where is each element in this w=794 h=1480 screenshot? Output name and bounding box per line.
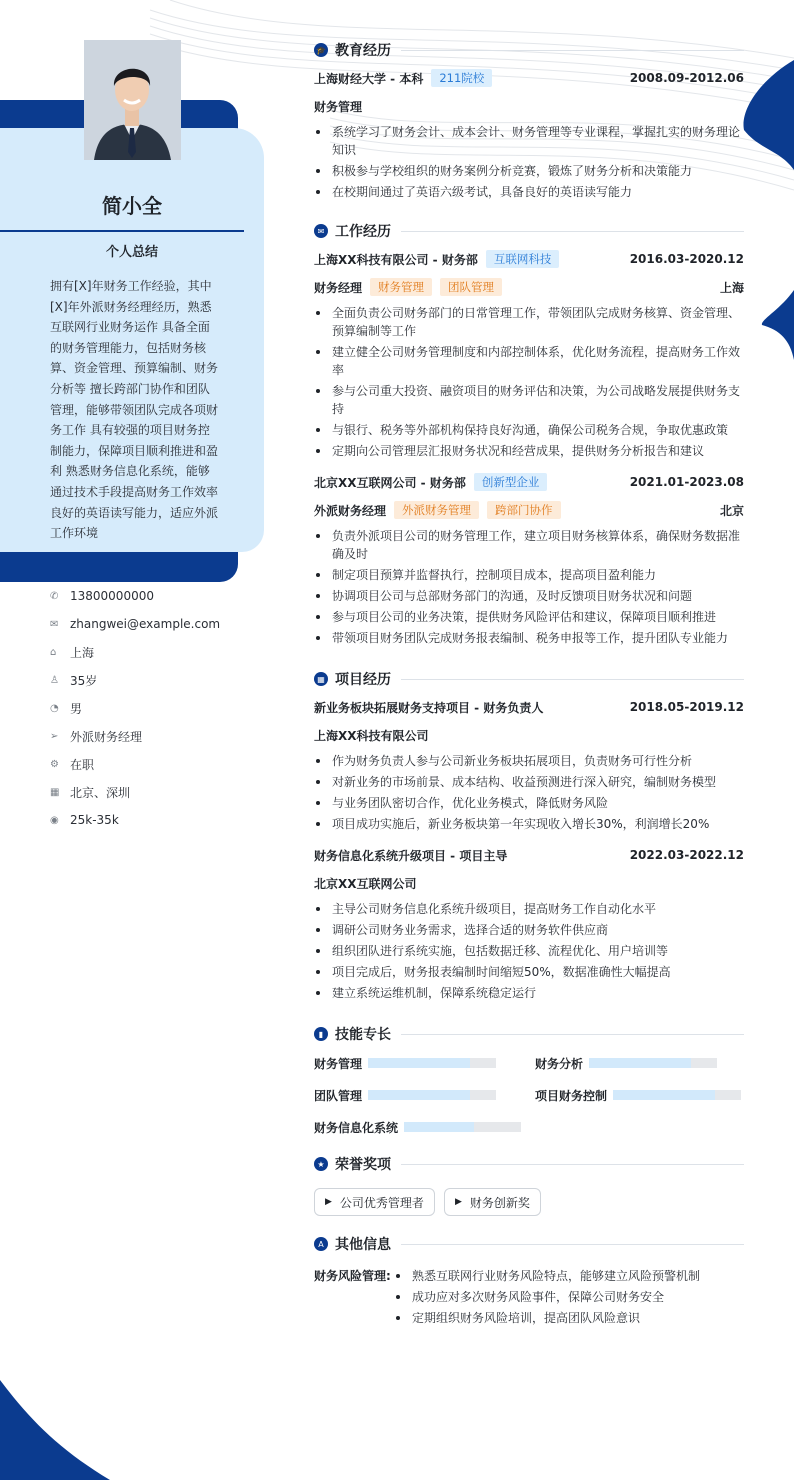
contact-text: 25k-35k bbox=[70, 813, 119, 827]
building-icon: ▦ bbox=[50, 786, 60, 798]
contact-text: 男 bbox=[70, 701, 83, 716]
contact-text: zhangwei@example.com bbox=[70, 617, 221, 631]
summary-title: 个人总结 bbox=[105, 245, 158, 260]
job-role: 外派财务经理 bbox=[314, 503, 387, 518]
list-item: 项目成功实施后，新业务板块第一年实现收入增长30%，利润增长20% bbox=[314, 815, 744, 833]
skill-level-fill bbox=[404, 1122, 474, 1132]
grid-icon: ▦ bbox=[314, 672, 328, 686]
name-underline bbox=[0, 230, 244, 232]
project-org: 上海XX科技有限公司 bbox=[314, 728, 429, 743]
skill-level-bar bbox=[589, 1058, 717, 1068]
info-icon: A bbox=[314, 1237, 328, 1251]
section-title: 技能专长 bbox=[335, 1027, 391, 1043]
job-date: 2016.03-2020.12 bbox=[629, 252, 744, 266]
list-item: 在校期间通过了英语六级考试，具备良好的英语读写能力 bbox=[314, 183, 744, 201]
education-list bbox=[314, 123, 744, 201]
list-item: 参与项目公司的业务决策，提供财务风险评估和建议，保障项目顺利推进 bbox=[314, 608, 744, 626]
skill-item bbox=[535, 1086, 744, 1104]
skill-item bbox=[314, 1054, 535, 1072]
skills-section bbox=[314, 1020, 744, 1136]
chart-icon: ▮ bbox=[314, 1027, 328, 1041]
age-icon: ♙ bbox=[50, 674, 59, 686]
contact-item bbox=[50, 694, 260, 722]
company-tag: 互联网科技 bbox=[486, 250, 560, 268]
skill-list bbox=[314, 1054, 744, 1136]
school-tag: 211院校 bbox=[431, 69, 492, 87]
contact-text: 在职 bbox=[70, 757, 95, 772]
list-item: 成功应对多次财务风险事件，保障公司财务安全 bbox=[394, 1288, 744, 1306]
project-name: 新业务板块拓展财务支持项目 - 财务负责人 bbox=[314, 700, 544, 715]
award-list bbox=[314, 1188, 744, 1216]
list-item: 定期向公司管理层汇报财务状况和经营成果，提供财务分析报告和建议 bbox=[314, 442, 744, 460]
list-item: 全面负责公司财务部门的日常管理工作，带领团队完成财务核算、资金管理、预算编制等工作 bbox=[314, 304, 744, 340]
contact-item bbox=[50, 778, 260, 806]
contact-list bbox=[50, 582, 260, 834]
contact-item bbox=[50, 666, 260, 694]
project-name: 财务信息化系统升级项目 - 项目主导 bbox=[314, 848, 508, 863]
contact-text: 上海 bbox=[70, 645, 95, 660]
job-city: 北京 bbox=[719, 503, 744, 518]
award-icon: ★ bbox=[314, 1157, 328, 1171]
project-date: 2022.03-2022.12 bbox=[629, 848, 744, 862]
list-item: 主导公司财务信息化系统升级项目，提高财务工作自动化水平 bbox=[314, 900, 744, 918]
section-title: 项目经历 bbox=[335, 672, 391, 688]
contact-item bbox=[50, 638, 260, 666]
role-tag: 财务管理 bbox=[370, 278, 432, 296]
job-date: 2021.01-2023.08 bbox=[629, 475, 744, 489]
awards-section bbox=[314, 1150, 744, 1216]
project-details bbox=[314, 900, 744, 1002]
play-icon: ▶ bbox=[325, 1197, 332, 1207]
contact-text: 35岁 bbox=[70, 673, 98, 688]
list-item: 组织团队进行系统实施，包括数据迁移、流程优化、用户培训等 bbox=[314, 942, 744, 960]
education-section bbox=[314, 36, 744, 201]
profile-photo bbox=[84, 40, 181, 160]
other-section bbox=[314, 1230, 744, 1330]
skill-level-bar bbox=[368, 1090, 496, 1100]
list-item: 项目完成后，财务报表编制时间缩短50%，数据准确性大幅提高 bbox=[314, 963, 744, 981]
section-title: 其他信息 bbox=[335, 1237, 391, 1253]
company-tag: 创新型企业 bbox=[474, 473, 548, 491]
skill-item bbox=[314, 1086, 535, 1104]
list-item: 制定项目预算并监督执行，控制项目成本，提高项目盈利能力 bbox=[314, 566, 744, 584]
skill-level-fill bbox=[613, 1090, 715, 1100]
right-column bbox=[314, 36, 744, 1330]
briefcase-icon: ✉ bbox=[314, 224, 328, 238]
work-section bbox=[314, 217, 744, 647]
skill-name: 财务信息化系统 bbox=[314, 1120, 399, 1135]
job-role: 财务经理 bbox=[314, 280, 363, 295]
job-duties bbox=[314, 527, 744, 647]
list-item: 建立系统运维机制，保障系统稳定运行 bbox=[314, 984, 744, 1002]
list-item: 协调项目公司与总部财务部门的沟通，及时反馈项目财务状况和问题 bbox=[314, 587, 744, 605]
education-date: 2008.09-2012.06 bbox=[629, 71, 744, 85]
skill-level-fill bbox=[368, 1090, 470, 1100]
contact-item bbox=[50, 582, 260, 610]
award-chip: ▶ 财务创新奖 bbox=[444, 1188, 541, 1216]
company-name: 北京XX互联网公司 - 财务部 bbox=[314, 475, 466, 490]
list-item: 调研公司财务业务需求，选择合适的财务软件供应商 bbox=[314, 921, 744, 939]
skill-item bbox=[314, 1118, 535, 1136]
salary-icon: ◉ bbox=[50, 814, 59, 826]
skill-item bbox=[535, 1054, 744, 1072]
contact-text: 13800000000 bbox=[70, 589, 154, 603]
skill-level-bar bbox=[613, 1090, 741, 1100]
school-name: 上海财经大学 - 本科 bbox=[314, 71, 424, 86]
list-item: 对新业务的市场前景、成本结构、收益预测进行深入研究，编制财务模型 bbox=[314, 773, 744, 791]
skill-name: 财务分析 bbox=[535, 1056, 584, 1071]
list-item: 熟悉互联网行业财务风险特点，能够建立风险预警机制 bbox=[394, 1267, 744, 1285]
phone-icon: ✆ bbox=[50, 590, 59, 602]
list-item: 积极参与学校组织的财务案例分析竞赛，锻炼了财务分析和决策能力 bbox=[314, 162, 744, 180]
company-name: 上海XX科技有限公司 - 财务部 bbox=[314, 252, 478, 267]
list-item: 系统学习了财务会计、成本会计、财务管理等专业课程，掌握扎实的财务理论知识 bbox=[314, 123, 744, 159]
gender-icon: ◔ bbox=[50, 702, 59, 714]
skill-name: 团队管理 bbox=[314, 1088, 363, 1103]
list-item: 作为财务负责人参与公司新业务板块拓展项目，负责财务可行性分析 bbox=[314, 752, 744, 770]
role-tag: 外派财务管理 bbox=[394, 501, 479, 519]
other-list bbox=[394, 1264, 744, 1330]
project-details bbox=[314, 752, 744, 833]
list-item: 建立健全公司财务管理制度和内部控制体系，优化财务流程，提高财务工作效率 bbox=[314, 343, 744, 379]
list-item: 带领项目财务团队完成财务报表编制、税务申报等工作，提升团队专业能力 bbox=[314, 629, 744, 647]
candidate-name: 简小全 bbox=[102, 194, 162, 218]
list-item: 定期组织财务风险培训，提高团队风险意识 bbox=[394, 1309, 744, 1327]
skill-level-fill bbox=[589, 1058, 691, 1068]
skill-level-fill bbox=[368, 1058, 470, 1068]
job-city: 上海 bbox=[719, 280, 744, 295]
contact-text: 外派财务经理 bbox=[70, 729, 143, 744]
graduation-cap-icon: 🎓 bbox=[314, 43, 328, 57]
section-title: 荣誉奖项 bbox=[335, 1157, 391, 1173]
award-chip: ▶ 公司优秀管理者 bbox=[314, 1188, 435, 1216]
section-title: 工作经历 bbox=[335, 224, 391, 240]
contact-item bbox=[50, 722, 260, 750]
skill-level-bar bbox=[368, 1058, 496, 1068]
summary-text: 拥有[X]年财务工作经验，其中[X]年外派财务经理经历，熟悉互联网行业财务运作 具备全面的财务管理能力，包括财务核算、资金管理、预算编制、财务分析等 擅长跨部门协作和团队管理，能够带领团队完成各项财务工作 具有较强的项目财务控制能力，保障项目顺利推进和盈利 熟悉财务信息化系统，能够通过技术手段提高财务工作效率 良好的英语读写能力，适应外派工作环境 bbox=[50, 279, 219, 541]
accent-band-bottom bbox=[0, 548, 238, 582]
contact-item bbox=[50, 610, 260, 638]
list-item: 负责外派项目公司的财务管理工作，建立项目财务核算体系，确保财务数据准确及时 bbox=[314, 527, 744, 563]
contact-text: 北京、深圳 bbox=[70, 785, 131, 800]
list-item: 与业务团队密切合作，优化业务模式，降低财务风险 bbox=[314, 794, 744, 812]
mail-icon: ✉ bbox=[50, 618, 59, 630]
section-title: 教育经历 bbox=[335, 43, 391, 59]
skill-name: 项目财务控制 bbox=[535, 1088, 608, 1103]
skill-name: 财务管理 bbox=[314, 1056, 363, 1071]
play-icon: ▶ bbox=[454, 1197, 462, 1207]
role-tag: 团队管理 bbox=[440, 278, 502, 296]
left-column bbox=[0, 0, 266, 1480]
contact-item bbox=[50, 750, 260, 778]
send-icon: ➢ bbox=[50, 730, 59, 742]
other-label: 财务风险管理: bbox=[314, 1269, 391, 1283]
home-icon: ⌂ bbox=[50, 646, 57, 658]
status-icon: ⚙ bbox=[50, 758, 59, 770]
contact-item bbox=[50, 806, 260, 834]
major: 财务管理 bbox=[314, 99, 363, 114]
list-item: 与银行、税务等外部机构保持良好沟通，确保公司税务合规，争取优惠政策 bbox=[314, 421, 744, 439]
project-date: 2018.05-2019.12 bbox=[629, 700, 744, 714]
job-duties bbox=[314, 304, 744, 460]
projects-section bbox=[314, 665, 744, 1002]
list-item: 参与公司重大投资、融资项目的财务评估和决策，为公司战略发展提供财务支持 bbox=[314, 382, 744, 418]
skill-level-bar bbox=[404, 1122, 521, 1132]
project-org: 北京XX互联网公司 bbox=[314, 876, 417, 891]
role-tag: 跨部门协作 bbox=[487, 501, 561, 519]
